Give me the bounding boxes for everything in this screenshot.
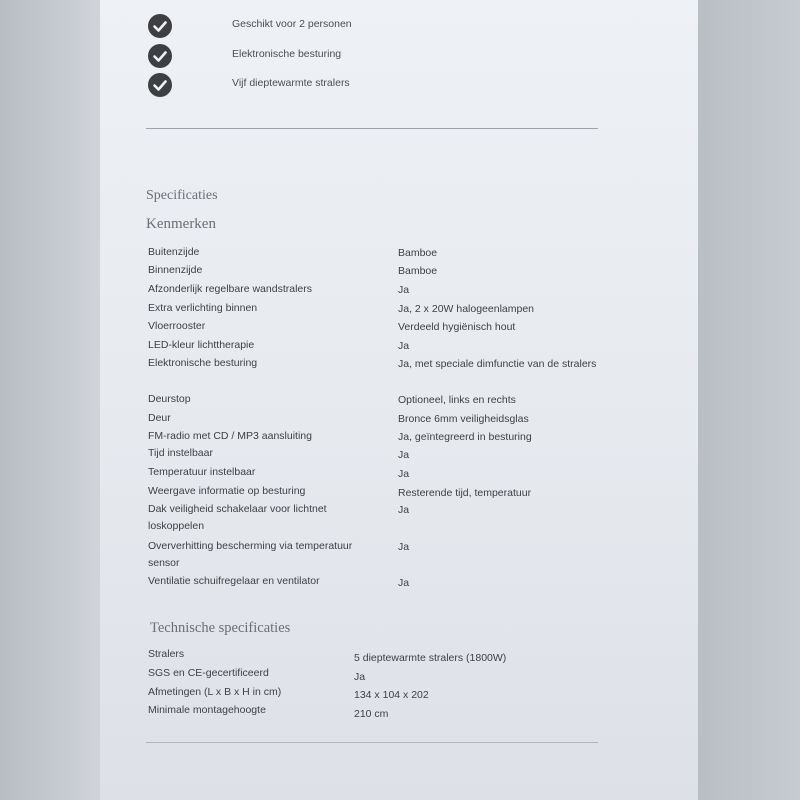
spec-label: FM-radio met CD / MP3 aansluiting <box>148 430 312 442</box>
tech-label: Minimale montagehoogte <box>148 704 266 716</box>
spec-value: Ja <box>398 449 410 461</box>
spec-label: Ventilatie schuifregelaar en ventilator <box>148 575 320 587</box>
feature-item <box>148 44 548 70</box>
check-circle-icon <box>148 14 172 38</box>
spec-label: Deurstop <box>148 393 191 405</box>
tech-value: 210 cm <box>354 708 389 720</box>
section-divider <box>146 742 598 743</box>
spec-label: Weergave informatie op besturing <box>148 485 306 497</box>
section-divider <box>146 128 598 129</box>
spec-label: Elektronische besturing <box>148 357 258 369</box>
spec-label: Buitenzijde <box>148 246 200 258</box>
spec-value: Bamboe <box>398 247 438 259</box>
background-left <box>0 0 100 800</box>
tech-label: SGS en CE-gecertificeerd <box>148 667 269 679</box>
feature-label: Elektronische besturing <box>232 48 342 60</box>
spec-value: Ja, geïntegreerd in besturing <box>398 431 532 443</box>
feature-label: Vijf dieptewarmte stralers <box>232 77 350 89</box>
tech-value: Ja <box>354 671 366 683</box>
spec-value: Resterende tijd, temperatuur <box>398 487 532 499</box>
spec-label: Temperatuur instelbaar <box>148 466 256 478</box>
spec-label: LED-kleur lichttherapie <box>148 339 255 351</box>
spec-label: Oververhitting bescherming via temperatuur sensor <box>148 540 353 569</box>
tech-label: Stralers <box>148 648 185 660</box>
spec-label: Binnenzijde <box>148 264 203 276</box>
spec-value: Bronce 6mm veiligheidsglas <box>398 413 529 425</box>
spec-label: Afzonderlijk regelbare wandstralers <box>148 283 312 295</box>
check-circle-icon <box>148 44 172 68</box>
check-circle-icon <box>148 73 172 97</box>
spec-value: Optioneel, links en rechts <box>398 394 516 406</box>
feature-item <box>148 73 548 99</box>
spec-value: Ja <box>398 577 410 589</box>
spec-label: Extra verlichting binnen <box>148 302 258 314</box>
spec-value: Verdeeld hygiënisch hout <box>398 321 516 333</box>
spec-value: Ja, 2 x 20W halogeenlampen <box>398 303 535 315</box>
specs-subtitle: Kenmerken <box>146 216 216 232</box>
background-right <box>698 0 800 800</box>
spec-label: Tijd instelbaar <box>148 447 213 459</box>
spec-value: Ja, met speciale dimfunctie van de stralers <box>398 358 597 370</box>
feature-item <box>148 14 548 40</box>
tech-title: Technische specificaties <box>150 620 291 636</box>
feature-label: Geschikt voor 2 personen <box>232 18 352 30</box>
spec-value: Ja <box>398 504 410 516</box>
spec-value: Bamboe <box>398 265 438 277</box>
specs-title: Specificaties <box>146 188 218 203</box>
tech-value: 5 dieptewarmte stralers (1800W) <box>354 652 507 664</box>
spec-value: Ja <box>398 284 410 296</box>
spec-value: Ja <box>398 541 410 553</box>
spec-value: Ja <box>398 468 410 480</box>
tech-value: 134 x 104 x 202 <box>354 689 429 701</box>
spec-value: Ja <box>398 340 410 352</box>
spec-label: Deur <box>148 412 171 424</box>
spec-label: Vloerrooster <box>148 320 206 332</box>
spec-label: Dak veiligheid schakelaar voor lichtnet loskoppelen <box>148 503 327 532</box>
tech-label: Afmetingen (L x B x H in cm) <box>148 686 282 698</box>
